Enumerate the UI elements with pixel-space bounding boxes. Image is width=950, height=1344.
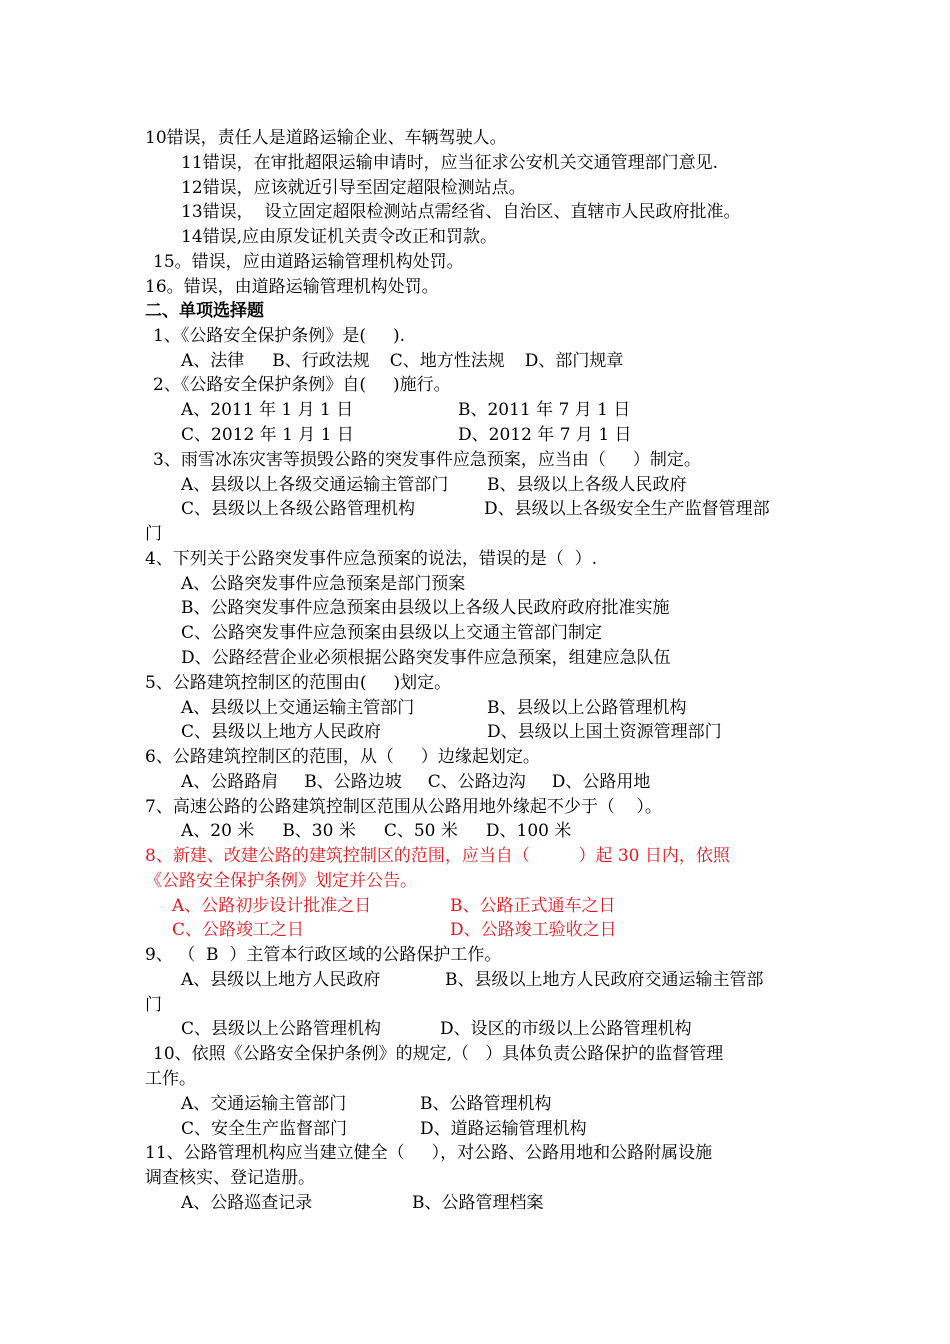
question-1-options	[181, 349, 623, 373]
answer-15: 15。错误，应由道路运输管理机构处罚。	[153, 252, 464, 272]
question-8-stem-line1: 8、新建、改建公路的建筑控制区的范围，应当自（ ）起 30 日内，依照	[145, 846, 730, 866]
question-4-option-d: D、公路经营企业必须根据公路突发事件应急预案，组建应急队伍	[181, 648, 671, 668]
answer-12: 12错误，应该就近引导至固定超限检测站点。	[181, 178, 526, 198]
question-4-option-b: B、公路突发事件应急预案由县级以上各级人民政府政府批准实施	[181, 598, 670, 618]
question-11-option-a: A、公路巡查记录	[181, 1193, 313, 1213]
question-9-option-a: A、县级以上地方人民政府	[181, 970, 381, 990]
question-2-option-c: C、2012 年 1 月 1 日	[181, 425, 354, 445]
question-10-stem-line2: 工作。	[145, 1069, 196, 1089]
option-a: A、公路路肩	[181, 772, 279, 792]
question-10-stem-line1: 10、依照《公路安全保护条例》的规定,（ ）具体负责公路保护的监督管理	[153, 1044, 724, 1064]
question-11-stem-line1: 11、公路管理机构应当建立健全（ ），对公路、公路用地和公路附属设施	[145, 1143, 713, 1163]
option-d: D、100 米	[485, 821, 572, 841]
question-6-stem: 6、公路建筑控制区的范围，从（ ）边缘起划定。	[145, 747, 540, 767]
question-3-option-a: A、县级以上各级交通运输主管部门	[181, 475, 449, 495]
question-4-option-a: A、公路突发事件应急预案是部门预案	[181, 574, 466, 594]
option-b: B、行政法规	[272, 351, 370, 371]
question-8-option-b: B、公路正式通车之日	[450, 896, 616, 916]
question-5-option-b: B、县级以上公路管理机构	[487, 698, 687, 718]
question-9-option-b-wrap: 门	[145, 995, 162, 1015]
question-2-option-d: D、2012 年 7 月 1 日	[458, 425, 632, 445]
question-3-option-d-wrap: 门	[145, 524, 162, 544]
option-a: A、20 米	[181, 821, 255, 841]
question-2-option-b: B、2011 年 7 月 1 日	[458, 400, 631, 420]
question-1-stem: 1、《公路安全保护条例》是( ).	[153, 326, 406, 346]
question-8-option-d: D、公路竣工验收之日	[450, 920, 617, 940]
question-2-stem: 2、《公路安全保护条例》自( )施行。	[153, 375, 451, 395]
question-9-option-b: B、县级以上地方人民政府交通运输主管部	[445, 970, 764, 990]
option-c: C、公路边沟	[427, 772, 526, 792]
question-10-option-d: D、道路运输管理机构	[420, 1119, 587, 1139]
option-c: C、地方性法规	[389, 351, 505, 371]
question-5-option-a: A、县级以上交通运输主管部门	[181, 698, 415, 718]
question-10-option-c: C、安全生产监督部门	[181, 1119, 348, 1139]
question-5-option-d: D、县级以上国土资源管理部门	[487, 722, 722, 742]
question-10-option-a: A、交通运输主管部门	[181, 1094, 347, 1114]
question-9-option-c: C、县级以上公路管理机构	[181, 1019, 382, 1039]
answer-13: 13错误， 设立固定超限检测站点需经省、自治区、直辖市人民政府批准。	[181, 202, 741, 222]
answer-10: 10错误，责任人是道路运输企业、车辆驾驶人。	[145, 128, 507, 148]
question-9-stem: 9、 （ B ）主管本行政区域的公路保护工作。	[145, 945, 502, 965]
question-8-option-a: A、公路初步设计批准之日	[172, 896, 372, 916]
question-10-option-b: B、公路管理机构	[420, 1094, 552, 1114]
answer-11: 11错误，在审批超限运输申请时，应当征求公安机关交通管理部门意见.	[181, 153, 719, 173]
question-7-options	[181, 819, 571, 843]
option-b: B、公路边坡	[304, 772, 402, 792]
answer-14: 14错误,应由原发证机关责令改正和罚款。	[181, 227, 498, 247]
section-title: 二、单项选择题	[145, 301, 264, 321]
question-5-stem: 5、公路建筑控制区的范围由( )划定。	[145, 673, 452, 693]
question-2-option-a: A、2011 年 1 月 1 日	[181, 400, 354, 420]
question-3-option-d: D、县级以上各级安全生产监督管理部	[484, 499, 770, 519]
question-3-option-c: C、县级以上各级公路管理机构	[181, 499, 416, 519]
question-8-option-c: C、公路竣工之日	[172, 920, 305, 940]
option-d: D、部门规章	[524, 351, 624, 371]
question-9-option-d: D、设区的市级以上公路管理机构	[440, 1019, 692, 1039]
question-8-stem-line2: 《公路安全保护条例》划定并公告。	[145, 871, 417, 891]
question-4-stem: 4、下列关于公路突发事件应急预案的说法，错误的是（ ）.	[145, 549, 598, 569]
option-c: C、50 米	[383, 821, 458, 841]
question-7-stem: 7、高速公路的公路建筑控制区范围从公路用地外缘起不少于（ ）。	[145, 797, 662, 817]
question-4-option-c: C、公路突发事件应急预案由县级以上交通主管部门制定	[181, 623, 603, 643]
option-d: D、公路用地	[551, 772, 651, 792]
question-11-stem-line2: 调查核实、登记造册。	[145, 1168, 315, 1188]
option-b: B、30 米	[282, 821, 356, 841]
question-3-option-b: B、县级以上各级人民政府	[487, 475, 687, 495]
question-5-option-c: C、县级以上地方人民政府	[181, 722, 382, 742]
option-a: A、法律	[181, 351, 245, 371]
answer-16: 16。错误，由道路运输管理机构处罚。	[145, 277, 439, 297]
question-6-options	[181, 770, 650, 794]
question-11-option-b: B、公路管理档案	[412, 1193, 544, 1213]
question-3-stem: 3、雨雪冰冻灾害等损毁公路的突发事件应急预案，应当由（ ）制定。	[153, 450, 701, 470]
